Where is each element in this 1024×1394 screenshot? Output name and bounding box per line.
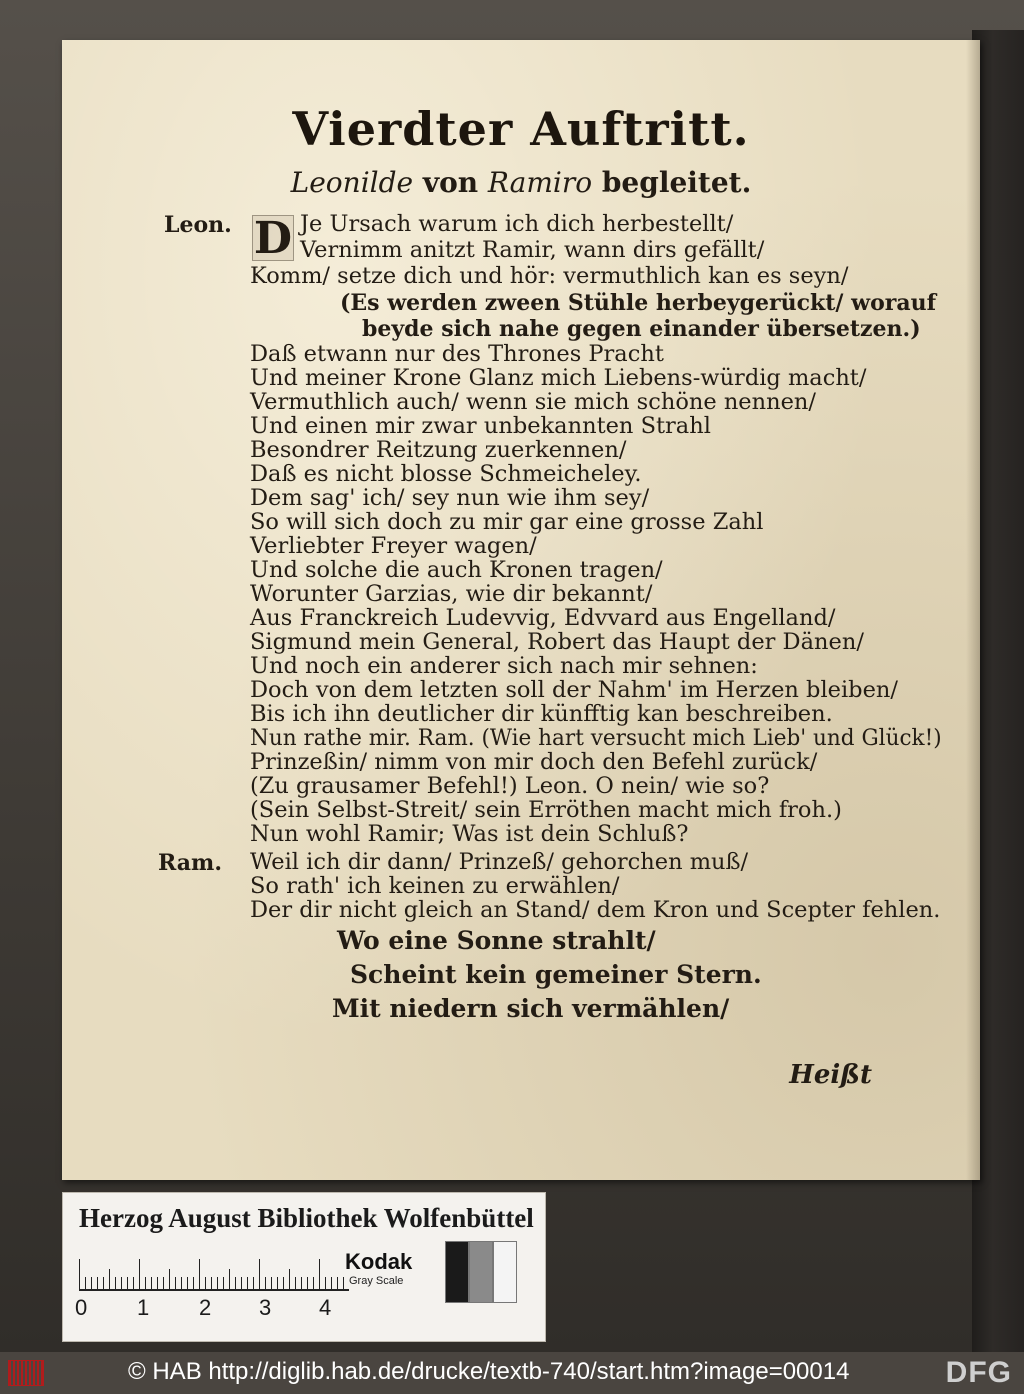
ruler-tick xyxy=(115,1277,116,1289)
ruler-tick xyxy=(199,1259,200,1289)
page-text xyxy=(62,40,980,1180)
library-name: Herzog August Bibliothek Wolfenbüttel xyxy=(79,1203,534,1233)
verse-line: So rath' ich keinen zu erwählen/ xyxy=(250,873,620,899)
ruler-tick xyxy=(313,1277,314,1289)
verse-line: Der dir nicht gleich an Stand/ dem Kron und Scepter fehlen. xyxy=(250,897,941,923)
subtitle-name-leonilde: Leonilde xyxy=(290,166,414,199)
verse-line: (Zu grausamer Befehl!) Leon. O nein/ wie so? xyxy=(250,773,770,799)
ruler-number: 3 xyxy=(259,1295,272,1320)
verse-line: Bis ich ihn deutlicher dir künfftig kan beschreiben. xyxy=(250,701,833,727)
ruler-tick xyxy=(265,1277,266,1289)
ruler-tick xyxy=(127,1277,128,1289)
ruler-tick xyxy=(319,1259,320,1289)
verse-line: (Sein Selbst-Streit/ sein Erröthen macht mich froh.) xyxy=(250,797,842,823)
ruler-tick xyxy=(325,1277,326,1289)
ruler-tick xyxy=(331,1277,332,1289)
ruler-tick xyxy=(169,1269,170,1289)
ruler-tick xyxy=(145,1277,146,1289)
speaker-ram: Ram. xyxy=(158,850,222,876)
ruler-tick xyxy=(109,1269,110,1289)
ruler-tick xyxy=(211,1277,212,1289)
verse-line: Worunter Garzias, wie dir bekannt/ xyxy=(250,581,653,607)
ruler-tick xyxy=(235,1277,236,1289)
verse-line: Daß es nicht blosse Schmeicheley. xyxy=(250,461,642,487)
verse-line: Doch von dem letzten soll der Nahm' im Herzen bleiben/ xyxy=(250,677,898,703)
verse-line: Nun rathe mir. Ram. (Wie hart versucht mich Lieb' und Glück!) xyxy=(250,725,942,751)
ruler-tick xyxy=(175,1277,176,1289)
subtitle-name-ramiro: Ramiro xyxy=(487,166,593,199)
scene-title: Vierdter Auftritt. xyxy=(292,102,750,156)
ruler-tick xyxy=(289,1269,290,1289)
ruler-tick xyxy=(337,1277,338,1289)
ruler-tick xyxy=(253,1277,254,1289)
ruler-tick xyxy=(295,1277,296,1289)
verse-line: So will sich doch zu mir gar eine grosse Zahl xyxy=(250,509,764,535)
gray-swatch-mid xyxy=(469,1241,493,1303)
ruler-tick xyxy=(91,1277,92,1289)
subtitle-begleitet: begleitet. xyxy=(601,166,752,199)
ruler-tick xyxy=(223,1277,224,1289)
gray-swatch-white xyxy=(493,1241,517,1303)
footer-bar xyxy=(0,1352,1024,1394)
scene-subtitle xyxy=(62,166,980,199)
stage-direction: beyde sich nahe gegen einander übersetzen.) xyxy=(362,316,921,342)
ruler-tick xyxy=(97,1277,98,1289)
ruler-tick xyxy=(157,1277,158,1289)
ruler-tick xyxy=(187,1277,188,1289)
ruler-tick xyxy=(85,1277,86,1289)
ruler-tick xyxy=(193,1277,194,1289)
ruler-tick xyxy=(277,1277,278,1289)
verse-line: Je Ursach warum ich dich herbestellt/ xyxy=(300,211,734,237)
verse-line: Dem sag' ich/ sey nun wie ihm sey/ xyxy=(250,485,650,511)
aria-line: Mit niedern sich vermählen/ xyxy=(332,994,730,1023)
ruler-number: 1 xyxy=(137,1295,150,1320)
verse-line: Aus Franckreich Ludevvig, Edvvard aus Engelland/ xyxy=(250,605,836,631)
subtitle-von: von xyxy=(422,166,479,199)
color-calibration-card xyxy=(62,1192,546,1342)
stage-direction: (Es werden zween Stühle herbeygerückt/ worauf xyxy=(340,290,937,316)
ruler-number: 0 xyxy=(75,1295,88,1320)
verse-line: Verliebter Freyer wagen/ xyxy=(250,533,537,559)
verse-line: Daß etwann nur des Thrones Pracht xyxy=(250,341,664,367)
measurement-ruler xyxy=(79,1255,349,1291)
ruler-number: 4 xyxy=(319,1295,332,1320)
ruler-tick xyxy=(283,1277,284,1289)
gray-swatch-black xyxy=(445,1241,469,1303)
verse-line: Nun wohl Ramir; Was ist dein Schluß? xyxy=(250,821,689,847)
drop-cap: D xyxy=(253,213,293,264)
copyright-link[interactable]: © HAB http://diglib.hab.de/drucke/textb-740/start.htm?image=00014 xyxy=(128,1358,850,1385)
ruler-tick xyxy=(121,1277,122,1289)
ruler-tick xyxy=(301,1277,302,1289)
ruler-tick xyxy=(133,1277,134,1289)
verse-line: Und meiner Krone Glanz mich Liebens-würdig macht/ xyxy=(250,365,867,391)
ruler-tick xyxy=(163,1277,164,1289)
verse-line: Komm/ setze dich und hör: vermuthlich kan es seyn/ xyxy=(250,263,849,289)
aria-line: Wo eine Sonne strahlt/ xyxy=(337,926,656,955)
verse-line: Sigmund mein General, Robert das Haupt der Dänen/ xyxy=(250,629,864,655)
ruler-tick xyxy=(271,1277,272,1289)
ruler-tick xyxy=(103,1277,104,1289)
ruler-tick xyxy=(307,1277,308,1289)
ruler-tick xyxy=(151,1277,152,1289)
ruler-tick xyxy=(241,1277,242,1289)
ruler-tick xyxy=(229,1269,230,1289)
verse-line: Und noch ein anderer sich nach mir sehnen: xyxy=(250,653,758,679)
verse-line: Vermuthlich auch/ wenn sie mich schöne nennen/ xyxy=(250,389,816,415)
speaker-leon: Leon. xyxy=(164,212,232,238)
ruler-number: 2 xyxy=(199,1295,212,1320)
verse-line: Prinzeßin/ nimm von mir doch den Befehl zurück/ xyxy=(250,749,818,775)
verse-line: Und solche die auch Kronen tragen/ xyxy=(250,557,663,583)
dfg-logo: DFG xyxy=(945,1356,1012,1389)
verse-line: Vernimm anitzt Ramir, wann dirs gefällt/ xyxy=(300,237,765,263)
ruler-tick xyxy=(217,1277,218,1289)
catchword: Heißt xyxy=(789,1060,872,1090)
ruler-tick xyxy=(181,1277,182,1289)
ruler-tick xyxy=(205,1277,206,1289)
book-page xyxy=(62,40,980,1180)
verse-line: Und einen mir zwar unbekannten Strahl xyxy=(250,413,711,439)
ruler-tick xyxy=(259,1259,260,1289)
aria-line: Scheint kein gemeiner Stern. xyxy=(350,960,762,989)
ruler-tick xyxy=(343,1277,344,1289)
ruler-tick xyxy=(139,1259,140,1289)
kodak-logo: Kodak xyxy=(345,1249,413,1274)
ruler-tick xyxy=(247,1277,248,1289)
barcode-icon xyxy=(8,1360,44,1386)
verse-line: Weil ich dir dann/ Prinzeß/ gehorchen muß/ xyxy=(250,849,749,875)
gray-scale-label: Gray Scale xyxy=(349,1275,404,1287)
verse-line: Besondrer Reitzung zuerkennen/ xyxy=(250,437,627,463)
ruler-tick xyxy=(79,1259,80,1289)
